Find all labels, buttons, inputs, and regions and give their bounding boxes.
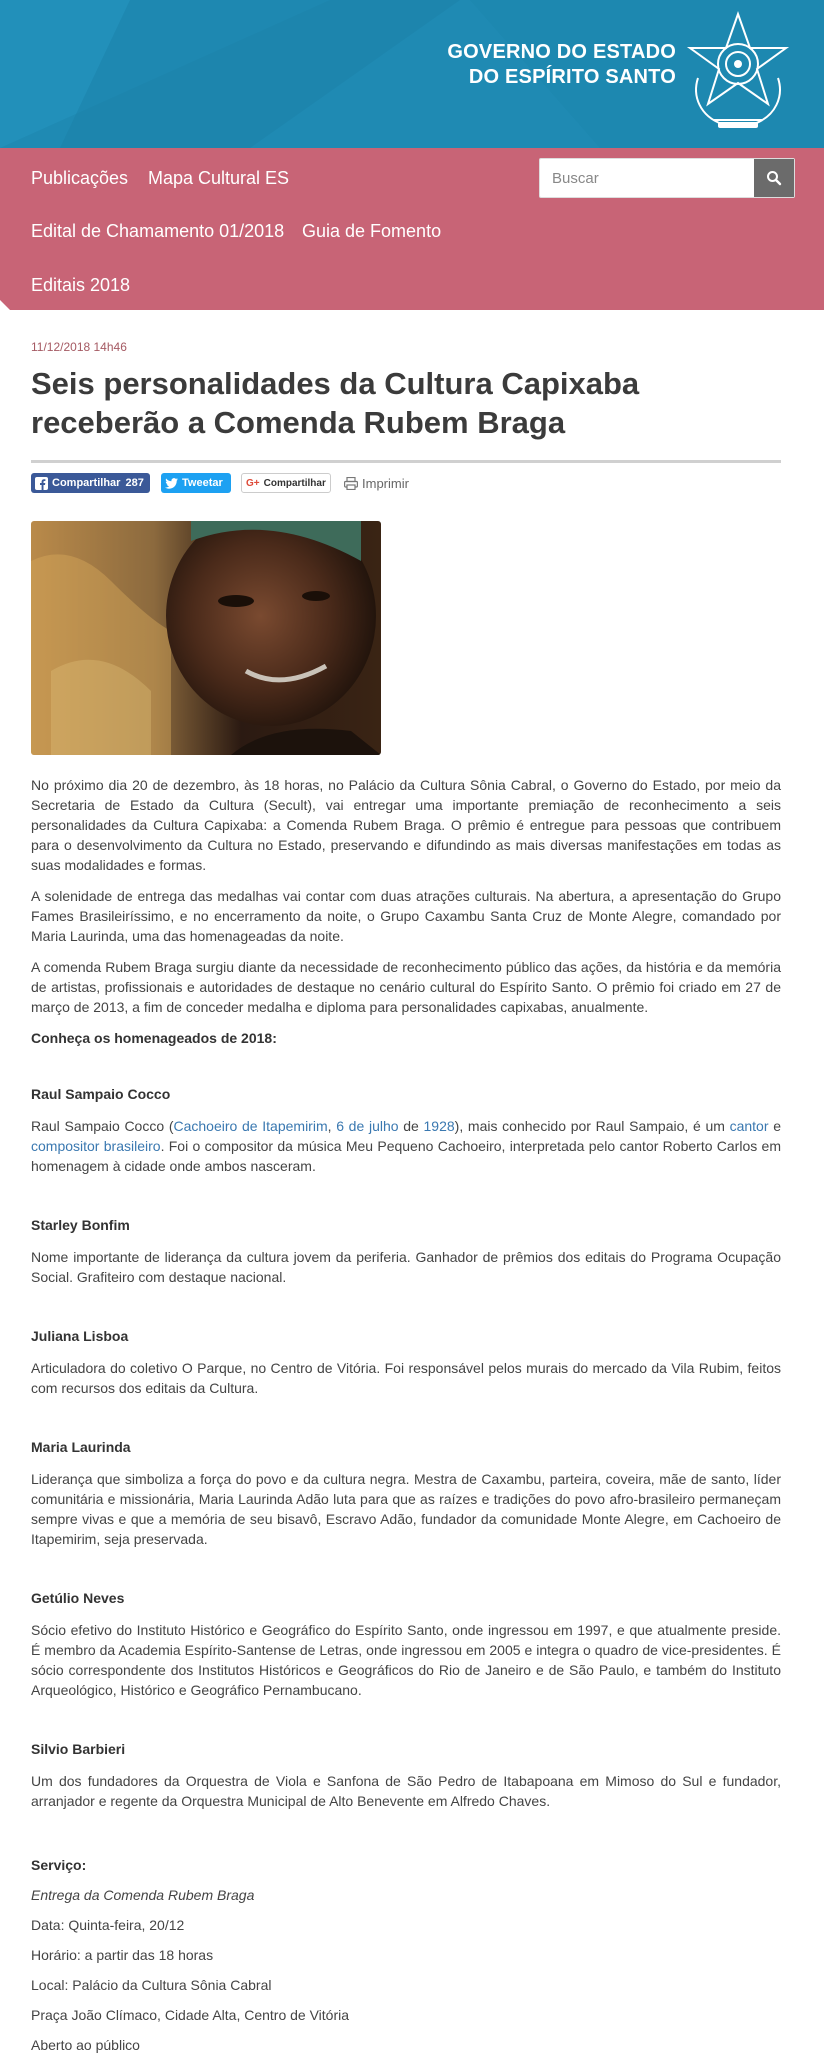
honoree-description: Sócio efetivo do Instituto Histórico e Geográfico do Espírito Santo, onde ingressou em 1997, e que atualmente preside. É membro da Academia Espírito-Santense de Letras, onde ingressou em 2005 e integra o quadro de vice-presidentes. É sócio correspondente dos Institutos Históricos e Geográficos do Rio de Janeiro e de São Paulo, e também do Instituto Arqueológico, Histórico e Geográfico Pernambucano. bbox=[31, 1622, 781, 1698]
article-photo[interactable] bbox=[31, 521, 381, 755]
honoree-name: Juliana Lisboa bbox=[31, 1328, 129, 1344]
honoree-name: Raul Sampaio Cocco bbox=[31, 1086, 171, 1102]
search-icon bbox=[766, 170, 782, 186]
nav-item-mapa-cultural[interactable]: Mapa Cultural ES bbox=[148, 168, 290, 188]
print-button[interactable] bbox=[344, 473, 424, 493]
service-address: Praça João Clímaco, Cidade Alta, Centro de Vitória bbox=[31, 2007, 350, 2023]
honoree-name: Starley Bonfim bbox=[31, 1217, 130, 1233]
nav-item-publicacoes[interactable]: Publicações bbox=[31, 168, 129, 188]
nav-corner-notch bbox=[0, 300, 10, 310]
google-plus-icon: G+ bbox=[246, 477, 260, 489]
link-cantor[interactable]: cantor bbox=[729, 1118, 769, 1134]
twitter-icon bbox=[165, 478, 178, 489]
service-heading: Serviço: bbox=[31, 1857, 87, 1873]
twitter-share-label: Tweetar bbox=[182, 477, 223, 489]
honoree-description: Um dos fundadores da Orquestra de Viola e Sanfona de São Pedro de Itabapoana em Mimoso do Sul e fundador, arranjador e regente da Orquestra Municipal de Alto Benevente em Alfredo Chaves. bbox=[31, 1773, 781, 1809]
service-place: Local: Palácio da Cultura Sônia Cabral bbox=[31, 1977, 272, 1993]
facebook-share-button[interactable] bbox=[31, 473, 150, 493]
top-banner bbox=[0, 0, 824, 148]
link-1928[interactable]: 1928 bbox=[423, 1118, 455, 1134]
article-title: Seis personalidades da Cultura Capixaba receberão a Comenda Rubem Braga bbox=[31, 366, 640, 440]
article-paragraph: No próximo dia 20 de dezembro, às 18 horas, no Palácio da Cultura Sônia Cabral, o Governo do Estado, por meio da Secretaria de Estado da Cultura (Secult), vai entregar uma importante premiação de reconhecimento a seis personalidades da Cultura Capixaba: a Comenda Rubem Braga. O prêmio é entregue para pessoas que contribuem para o desenvolvimento da Cultura no Estado, preservando e difundindo as mais diversas manifestações em todas as suas modalidades e formas. bbox=[31, 777, 781, 873]
google-plus-share-label: Compartilhar bbox=[263, 477, 326, 489]
main-navigation bbox=[0, 148, 824, 310]
article-paragraph: A comenda Rubem Braga surgiu diante da necessidade de reconhecimento público das ações, da história e da memória de artistas, profissionais e autoridades de destaque no cenário cultural do Espírito Santo. O prêmio foi criado em 27 de março de 2013, a fim de conceder medalha e diploma para personalidades capixabas, anualmente. bbox=[31, 959, 781, 1015]
link-cachoeiro[interactable]: Cachoeiro de Itapemirim bbox=[173, 1118, 328, 1134]
honoree-description: Raul Sampaio Cocco (Cachoeiro de Itapemirim, 6 de julho de 1928), mais conhecido por Raul Sampaio, é um cantor e compositor brasileiro. Foi o compositor da música Meu Pequeno Cachoeiro, interpretada pelo cantor Roberto Carlos em homenagem à cidade onde ambos nasceram. bbox=[31, 1118, 781, 1174]
print-label: Imprimir bbox=[362, 475, 409, 491]
government-title-line2: DO ESPÍRITO SANTO bbox=[468, 66, 676, 88]
title-divider bbox=[31, 460, 781, 463]
article-paragraph: A solenidade de entrega das medalhas vai contar com duas atrações culturais. Na abertura, a apresentação do Grupo Fames Brasileiríssimo, e no encerramento da noite, o Grupo Caxambu Santa Cruz de Monte Alegre, comandado por Maria Laurinda, uma das homenageadas da noite. bbox=[31, 888, 781, 944]
honorees-heading: Conheça os homenageados de 2018: bbox=[31, 1030, 277, 1046]
article-body bbox=[31, 775, 781, 2060]
link-6-de-julho[interactable]: 6 de julho bbox=[336, 1118, 399, 1134]
honoree-name: Getúlio Neves bbox=[31, 1590, 125, 1606]
honoree-description: Articuladora do coletivo O Parque, no Centro de Vitória. Foi responsável pelos murais do mercado da Vila Rubim, feitos com recursos dos editais da Cultura. bbox=[31, 1360, 781, 1396]
search-input[interactable] bbox=[540, 159, 754, 197]
honoree-description: Nome importante de liderança da cultura jovem da periferia. Ganhador de prêmios dos editais do Programa Ocupação Social. Grafiteiro com destaque nacional. bbox=[31, 1249, 781, 1285]
honoree-portrait-image bbox=[31, 521, 381, 755]
google-plus-share-button[interactable] bbox=[241, 473, 331, 493]
facebook-share-label: Compartilhar bbox=[52, 477, 121, 489]
facebook-share-count: 287 bbox=[125, 477, 144, 489]
government-title-line1: GOVERNO DO ESTADO bbox=[447, 41, 676, 63]
facebook-icon bbox=[35, 477, 48, 490]
twitter-share-button[interactable] bbox=[161, 473, 231, 493]
government-title[interactable] bbox=[447, 40, 676, 90]
article-date: 11/12/2018 14h46 bbox=[31, 340, 127, 354]
coat-of-arms-icon[interactable] bbox=[684, 8, 792, 136]
search-button[interactable] bbox=[754, 159, 794, 197]
service-date: Data: Quinta-feira, 20/12 bbox=[31, 1917, 185, 1933]
share-bar bbox=[31, 473, 781, 497]
honoree-description: Liderança que simboliza a força do povo e da cultura negra. Mestra de Caxambu, parteira, coveira, mãe de santo, líder comunitária e missionária, Maria Laurinda Adão luta para que as raízes e tradições do povo afro-brasileiro permaneçam sempre vivas e que a memória de seu bisavô, Escravo Adão, fundador da comunidade Monte Alegre, em Cachoeiro de Itapemirim, seja preservada. bbox=[31, 1471, 781, 1547]
article-container bbox=[31, 340, 781, 2060]
printer-icon bbox=[344, 477, 358, 490]
search-box bbox=[539, 158, 795, 198]
honoree-name: Silvio Barbieri bbox=[31, 1741, 126, 1757]
nav-item-edital-chamamento[interactable]: Edital de Chamamento 01/2018 bbox=[31, 221, 285, 241]
link-compositor-brasileiro[interactable]: compositor brasileiro bbox=[31, 1138, 161, 1154]
service-event: Entrega da Comenda Rubem Braga bbox=[31, 1887, 255, 1903]
nav-item-guia-fomento[interactable]: Guia de Fomento bbox=[302, 221, 442, 241]
service-access: Aberto ao público bbox=[31, 2037, 140, 2053]
nav-item-editais-2018[interactable]: Editais 2018 bbox=[31, 275, 131, 295]
honoree-name: Maria Laurinda bbox=[31, 1439, 131, 1455]
service-time: Horário: a partir das 18 horas bbox=[31, 1947, 214, 1963]
